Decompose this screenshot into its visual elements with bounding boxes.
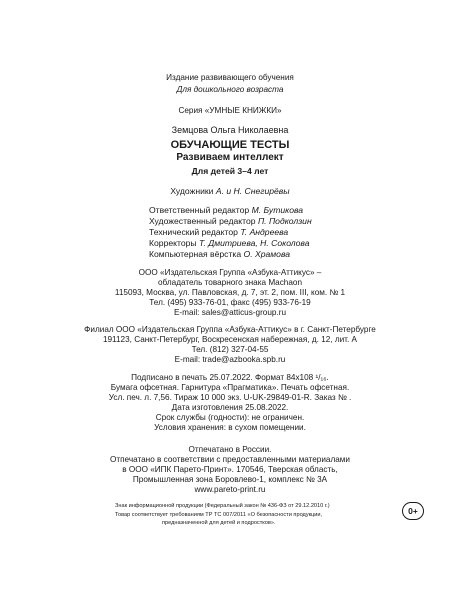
staff-name: Т. Дмитриева, Н. Соколова (198, 238, 310, 248)
printed-line: Отпечатано в соответствии с предоставленными материалами (109, 455, 351, 464)
publisher-line: ООО «Издательская Группа «Азбука-Аттикус» – (138, 268, 322, 277)
printer-website: www.pareto-print.ru (194, 485, 266, 494)
print-info-line: Дата изготовления 25.08.2022. (171, 403, 289, 412)
conformity-line: предназначенной для детей и подростков». (162, 520, 276, 526)
age-range: Для детей 3–4 лет (191, 166, 269, 176)
branch-phone: Тел. (812) 327-04-55 (191, 345, 269, 354)
age-rating-badge: 0+ (402, 502, 424, 520)
staff-row (149, 249, 290, 259)
branch-email: E-mail: trade@azbooka.spb.ru (174, 355, 286, 364)
print-info-line: Бумага офсетная. Гарнитура «Прагматика». Печать офсетная. (110, 383, 350, 392)
book-title: ОБУЧАЮЩИЕ ТЕСТЫ (170, 139, 290, 151)
staff-name: Т. Андреева (240, 227, 289, 237)
illustrators-names: А. и Н. Снегирёвы (215, 186, 290, 196)
staff-row (149, 238, 310, 248)
staff-role: Технический редактор (149, 227, 238, 237)
author: Земцова Ольга Николаевна (171, 125, 289, 135)
print-info-line: Подписано в печать 25.07.2022. Формат 84x108 ¹/₁₆. (131, 373, 329, 382)
edition-type: Издание развивающего обучения (166, 73, 294, 82)
series: Серия «УМНЫЕ КНИЖКИ» (178, 106, 282, 115)
staff-role: Художественный редактор (149, 216, 256, 226)
staff-row (149, 216, 312, 226)
staff-row (149, 227, 288, 237)
staff-name: П. Подколзин (257, 216, 312, 226)
book-subtitle: Развиваем интеллект (176, 152, 284, 163)
staff-row (149, 205, 303, 215)
publisher-email: E-mail: sales@atticus-group.ru (173, 308, 287, 317)
illustrators-label: Художники (170, 186, 214, 196)
staff-name: О. Храмова (243, 249, 291, 259)
age-group: Для дошкольного возраста (176, 85, 284, 94)
publisher-phone: Тел. (495) 933-76-01, факс (495) 933-76-19 (149, 298, 311, 307)
staff-role: Корректоры (149, 238, 197, 248)
info-product-mark: Знак информационной продукции (Федеральный закон № 436-ФЗ от 29.12.2010 г.) (115, 503, 330, 509)
conformity-line: Товар соответствует требованиям ТР ТС 007/2011 «О безопасности продукции, (115, 512, 323, 518)
publisher-line: обладатель товарного знака Machaon (158, 278, 302, 287)
print-info-line: Усл. печ. л. 7,56. Тираж 10 000 экз. U-UK-29849-01-R. Заказ № . (108, 393, 352, 402)
branch-line: Филиал ООО «Издательская Группа «Азбука-Аттикус» в г. Санкт-Петербурге (84, 325, 376, 334)
print-info-line: Срок службы (годности): не ограничен. (155, 413, 305, 422)
printed-line: Отпечатано в России. (188, 445, 272, 454)
publisher-address: 115093, Москва, ул. Павловская, д. 7, эт. 2, пом. III, ком. № 1 (114, 288, 346, 297)
print-info-line: Условия хранения: в сухом помещении. (154, 423, 306, 432)
staff-name: М. Бутикова (251, 205, 304, 215)
staff-role: Компьютерная вёрстка (149, 249, 242, 259)
printed-line: Промышленная зона Боровлево-1, комплекс № 3А (132, 475, 328, 484)
printed-line: в ООО «ИПК Парето-Принт». 170546, Тверская область, (122, 465, 338, 474)
illustrators-line (0, 186, 460, 196)
staff-role: Ответственный редактор (149, 205, 250, 215)
branch-address: 191123, Санкт-Петербург, Воскресенская набережная, д. 12, лит. А (102, 335, 358, 344)
